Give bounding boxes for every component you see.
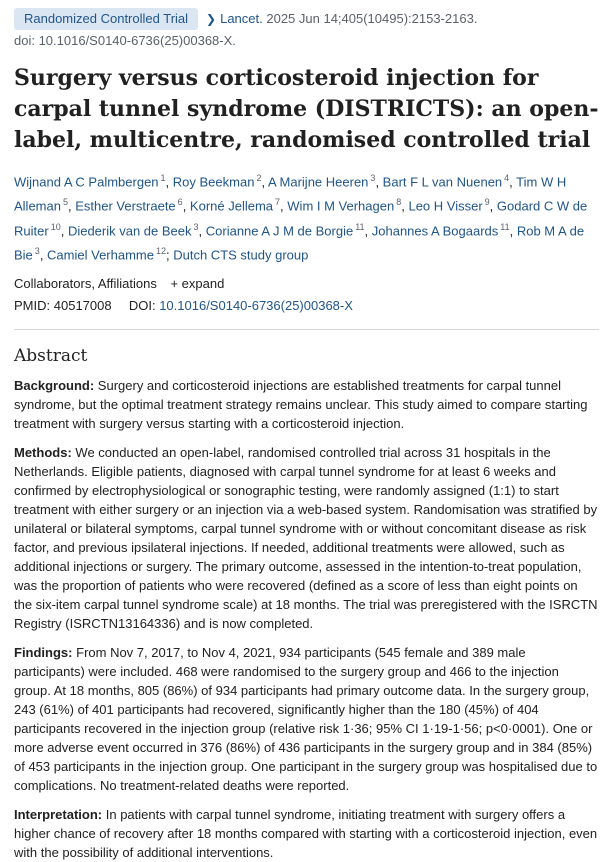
affiliation-number[interactable]: 10 xyxy=(50,221,61,232)
affiliation-number[interactable]: 4 xyxy=(504,173,510,183)
abstract-findings xyxy=(14,643,599,795)
author-link[interactable]: Bart F L van Nuenen xyxy=(382,174,503,190)
author-link[interactable]: Leo H Visser xyxy=(408,198,483,214)
citation-doi: doi: 10.1016/S0140-6736(25)00368-X. xyxy=(14,33,236,48)
identifiers xyxy=(14,297,599,315)
expand-button[interactable]: + expand xyxy=(170,276,225,292)
affiliation-number[interactable]: 3 xyxy=(34,245,40,256)
affiliation-number[interactable]: 12 xyxy=(155,245,166,256)
publication-type-badge[interactable]: Randomized Controlled Trial xyxy=(14,8,198,30)
author-link[interactable]: Wijnand A C Palmbergen xyxy=(14,174,159,190)
collaborators-label: Collaborators, Affiliations xyxy=(14,276,157,292)
abstract-background xyxy=(14,376,599,433)
author-link[interactable]: Esther Verstraete xyxy=(75,198,176,214)
author-link[interactable]: Corianne A J M de Borgie xyxy=(205,222,354,238)
affiliation-number[interactable]: 9 xyxy=(484,197,490,208)
section-label: Findings: xyxy=(14,645,73,661)
affiliation-number[interactable]: 6 xyxy=(177,197,183,208)
pmid-value: 40517008 xyxy=(53,298,112,314)
author-link[interactable]: Korné Jellema xyxy=(189,198,274,214)
section-label: Methods: xyxy=(14,445,72,461)
affiliation-number[interactable]: 5 xyxy=(62,197,68,208)
journal-link[interactable]: Lancet. xyxy=(220,11,263,26)
section-text: We conducted an open-label, randomised controlled trial across 31 hospitals in the Netherlands. Eligible patients, diagnosed with carpal tunnel syndrome for at least 6 weeks and confirmed by electrophysiological or sonographic testing, were randomly assigned (1:1) to start treatment with either surgery or an injection via a web-based system. Randomisation was stratified by unilateral or bilateral symptoms, carpal tunnel syndrome with or without concomitant disease as risk factor, and previous ipsilateral injections. If needed, additional treatments were allowed, such as additional injections or surgery. The primary outcome, assessed in the intention-to-treat population, was the proportion of patients who were recovered (defined as a score of less than eight points on the six-item carpal tunnel syndrome scale) at 18 months. The trial was preregistered with the ISRCTN Registry (ISRCTN13164336) and is now completed. xyxy=(14,445,598,632)
affiliation-number[interactable]: 3 xyxy=(193,221,199,232)
chevron-right-icon: ❯ xyxy=(206,12,217,26)
section-text: From Nov 7, 2017, to Nov 4, 2021, 934 participants (545 female and 389 male participants) were included. 468 were randomised to the surgery group and 466 to the injection group. At 18 months, 805 (86%) of 934 participants had primary outcome data. In the surgery group, 243 (61%) of 401 participants had recovered, significantly higher than the 180 (45%) of 404 participants recovered in the injection group (relative risk 1·36; 95% CI 1·19-1·56; p<0·0001). One or more adverse event occurred in 376 (86%) of 436 participants in the surgery group and in 384 (85%) of 453 participants in the injection group. One participant in the surgery group was hospitalised due to complications. No treatment-related deaths were reported. xyxy=(14,645,598,794)
affiliation-number[interactable]: 8 xyxy=(396,197,402,208)
author-link[interactable]: Diederik van de Beek xyxy=(67,222,192,238)
citation-details: 2025 Jun 14;405(10495):2153-2163. xyxy=(262,11,478,26)
section-divider xyxy=(14,329,599,330)
author-link[interactable]: Rob M A de Bie xyxy=(14,222,585,263)
author-link[interactable]: Godard C W de Ruiter xyxy=(14,198,588,238)
study-group-link[interactable]: Dutch CTS study group xyxy=(173,247,309,263)
citation-bar xyxy=(14,8,599,30)
section-label: Background: xyxy=(14,378,95,394)
abstract-methods xyxy=(14,443,599,633)
abstract-interpretation xyxy=(14,805,599,862)
affiliation-number[interactable]: 3 xyxy=(370,173,376,183)
affiliation-number[interactable]: 1 xyxy=(160,173,166,183)
author-link[interactable]: Roy Beekman xyxy=(172,174,255,190)
section-text: In patients with carpal tunnel syndrome, initiating treatment with surgery offers a higher chance of recovery after 18 months compared with starting with a corticosteroid injection, even with the possibility of additional interventions. xyxy=(14,807,598,861)
citation xyxy=(206,9,477,29)
section-label: Interpretation: xyxy=(14,807,103,823)
author-link[interactable]: Tim W H Alleman xyxy=(14,174,567,214)
affiliation-number[interactable]: 11 xyxy=(500,221,510,232)
collaborators-affiliations xyxy=(14,275,599,293)
author-list: Wijnand A C Palmbergen $^1$, Roy Beekman $^2$, A Marijne Heeren $^3$, Bart F L van Nuenen $^4$, Tim W H Alleman $^5$, Esther Verstraete $^6$, Korné Jellema $^7$, Wim I M Verhagen $^8$, Leo H Visser $^9$, Godard C W de Ruiter $^{10}$, Diederik van de Beek $^3$, Corianne A J M de Borgie $^{11}$, Johannes A Bogaards $^{11}$, Rob M A de Bie $^3$, Camiel Verhamme $^{12}$; Dutch CTS study group xyxy=(14,173,588,263)
author-link[interactable]: Camiel Verhamme xyxy=(47,247,154,263)
abstract-heading: Abstract xyxy=(14,346,88,367)
affiliation-number[interactable]: 11 xyxy=(355,221,365,232)
article-title: Surgery versus corticosteroid injection for carpal tunnel syndrome (DISTRICTS): an open-label, multicentre, randomised controlled trial xyxy=(14,65,599,153)
author-link[interactable]: A Marijne Heeren xyxy=(267,174,369,190)
author-link[interactable]: Johannes A Bogaards xyxy=(371,222,499,238)
pmid-label: PMID: xyxy=(14,298,51,314)
affiliation-number[interactable]: 2 xyxy=(256,173,262,183)
doi-link[interactable]: 10.1016/S0140-6736(25)00368-X xyxy=(159,298,353,314)
doi-label: DOI: xyxy=(128,298,156,314)
affiliation-number[interactable]: 7 xyxy=(275,197,281,208)
section-text: Surgery and corticosteroid injections are established treatments for carpal tunnel syndrome, but the optimal treatment strategy remains unclear. This study aimed to compare starting treatment with surgery versus starting with a corticosteroid injection. xyxy=(14,378,588,432)
author-link[interactable]: Wim I M Verhagen xyxy=(287,198,395,214)
